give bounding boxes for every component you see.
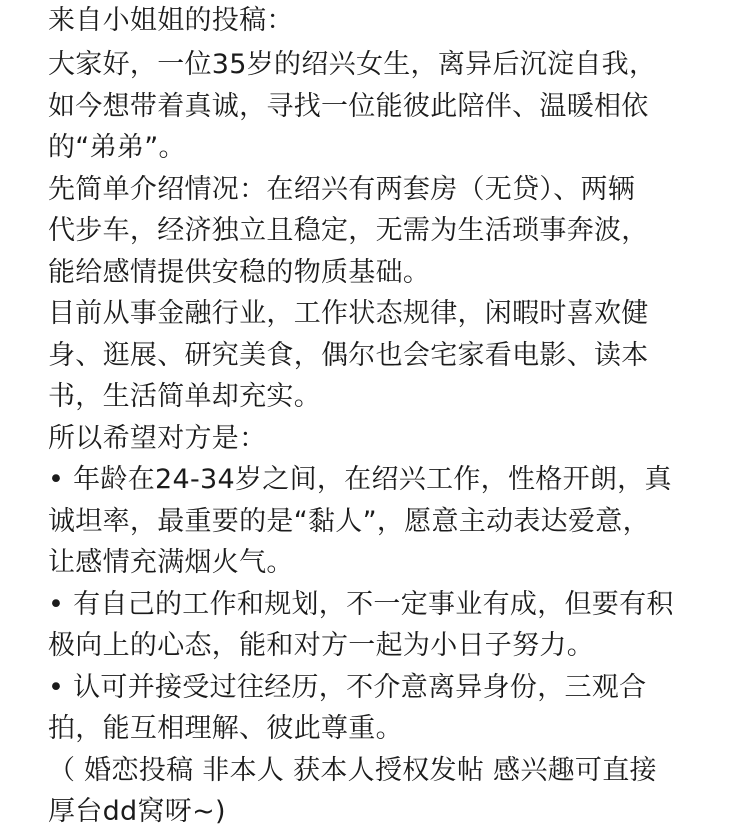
post-text-line: 目前从事金融行业，工作状态规律，闲暇时喜欢健	[48, 298, 649, 329]
post-header: 来自小姐姐的投稿：	[48, 5, 294, 36]
post-text-line: 能给感情提供安稳的物质基础。	[48, 256, 431, 288]
requirement-item: • 有自己的工作和规划，不一定事业有成，但要有积	[48, 588, 674, 620]
requirements-heading: 所以希望对方是：	[48, 422, 267, 454]
post-text-line: 代步车，经济独立且稳定，无需为生活琐事奔波，	[48, 215, 649, 246]
post-text-line: 让感情充满烟火气。	[48, 547, 294, 578]
post-footnote: 厚台dd窝呀~)	[48, 796, 226, 827]
post-text-line: 的“弟弟”。	[48, 132, 186, 163]
requirement-item: • 年龄在24-34岁之间，在绍兴工作，性格开朗，真	[48, 464, 672, 495]
post-text-line: 大家好，一位35岁的绍兴女生，离异后沉淀自我，	[48, 49, 657, 80]
post-footnote: （ 婚恋投稿 非本人 获本人授权发帖 感兴趣可直接	[48, 754, 657, 786]
post-text-line: 极向上的心态，能和对方一起为小日子努力。	[48, 630, 594, 661]
post-text-line: 拍，能互相理解、彼此尊重。	[48, 713, 403, 744]
post-text-line: 诚坦率，最重要的是“黏人”，愿意主动表达爱意，	[48, 505, 650, 537]
post-text-line: 书，生活简单却充实。	[48, 381, 321, 412]
requirement-item: • 认可并接受过往经历，不介意离异身份，三观合	[48, 671, 647, 703]
post-text-line: 如今想带着真诚，寻找一位能彼此陪伴、温暖相依	[48, 90, 649, 122]
post-text-line: 身、逛展、研究美食，偶尔也会宅家看电影、读本	[48, 339, 649, 371]
post-text-line: 先简单介绍情况：在绍兴有两套房（无贷）、两辆	[48, 173, 636, 205]
